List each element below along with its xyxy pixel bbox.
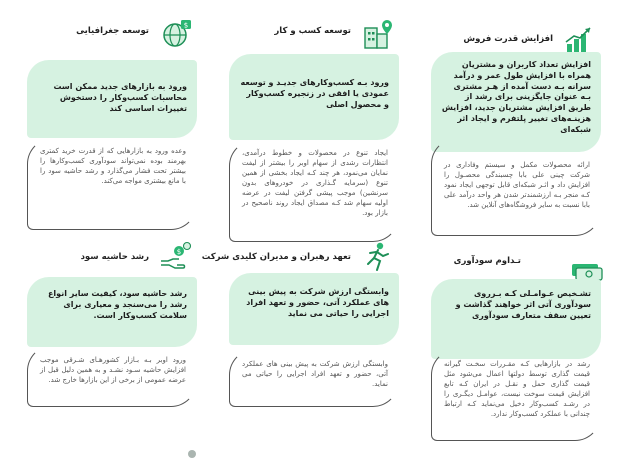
svg-text:$: $ [176, 248, 182, 256]
card-description: رشد در بازارهایی کـه مقـررات سخـت گیرانه قیمت گذاری توسط دولتها اعمال می‌شود مثل قیمت گذاری حمل و نقـل در ایران کـه تابع افزایش قیمت سوخت نیست، عوامـل دیگـری را در رشـد کسب‌وکار دخیل می‌نماید کـه ارتباط چندانی با عملکرد کسب‌وکار ندارد. [431, 349, 601, 441]
card-description: ایجاد تنوع در محصولات و خطوط درآمدی، انتظارات رشدی از سهام اوبر را بیشتر از لیفت نمایان می‌نمود، هر چند کـه ایجاد بخشی از همین تنوع (سرمایه گـذاری در خودروهای بدون سرنشین) موجب پیشی گرفتن لیفت در عرضه اولیه سهام شد کـه مصداق ایجاد روند ناصحیح در بازار بود. [229, 140, 399, 242]
card-highlight: تشـخیص عـوامـلی کـه بـرروی سودآوری آتی اثر خواهند گذاشت و تعیین سقف متعارف سودآوری [431, 279, 601, 359]
card-highlight: رشد حاشیه سود، کیفیت سایر انواع رشد را می‌سنجد و معیاری برای سلامت کسب‌وکار است. [27, 277, 197, 347]
card-title: تعهد رهبران و مدیران کلیدی شرکت [201, 252, 351, 262]
card-highlight: ورود بـه کسب‌وکارهای جدیـد و توسعه عمودی یا افقی در زنجیره کسب‌وکار و محصول اصلی [229, 54, 399, 140]
card-profit-continuity [426, 245, 601, 445]
hand-coins-icon [157, 241, 193, 273]
card-highlight: افزایش تعداد کاربران و مشتریان همراه با افزایش طول عمر و درآمد سرانه بـه دست آمده از هـر مشتری بـه عنوان جایگزینی برای رشد از طریق افزایش مشتریان جدید، افزایش هزینـه‌های تغییر پلتفرم و ایجاد اثر شبکه‌ای [431, 52, 601, 152]
card-title: تـداوم سودآوری [453, 256, 521, 266]
building-pin-icon [359, 18, 395, 50]
card-title: توسعه کسب و کار [274, 26, 351, 36]
card-leadership-commitment [201, 245, 399, 420]
card-highlight: ورود به بازارهای جدید ممکن است محاسبات کسب‌وکار را دستخوش تغییرات اساسی کند [27, 60, 197, 138]
card-description: ورود اوبر بـه بـازار کشورهـای شـرقی موجب افزایش حاشیه سـود نشـد و به همین دلیل قبل از عرضه عمومی از برخی از این بازارها خارج شد. [27, 345, 197, 407]
card-description: وعده ورود به بازارهایی که از قدرت خرید کمتری بهرمند بوده نمی‌تواند سودآوری کسب‌وکارها را بیشتر تحت فشار می‌گذارد و رشد حاشیه سود را با مانع بیشتری مواجه می‌کند. [27, 138, 197, 230]
svg-text:$: $ [183, 21, 189, 30]
card-title: توسعه جغرافیایی [76, 26, 149, 36]
card-business-development [224, 22, 399, 222]
card-description: وابستگی ارزش شرکت به پیش بینی های عملکرد آتی، حضور و تعهد افراد اجرایی را حیاتی می نماید. [229, 349, 399, 407]
card-highlight: وابستگی ارزش شرکت به پیش بینی های عملکرد آتی، حضور و تعهد افراد اجرایی را حیاتی می نماید [229, 273, 399, 345]
card-profit-margin-growth [22, 245, 197, 420]
decor-dot [188, 450, 196, 458]
globe-dollar-icon [157, 18, 193, 50]
runner-icon [359, 241, 395, 273]
card-title: افزایش قدرت فروش [463, 34, 553, 44]
card-title: رشد حاشیه سود [80, 252, 149, 262]
card-sales-power [426, 22, 601, 227]
card-geographic-expansion [22, 22, 197, 222]
card-description: ارائه محصولات مکمل و سیستم وفاداری در شرکت چینی علی بابا چسبندگی محصـول را افزایش داد و اثـر شبکه‌ای قابل توجهی ایجاد نمود کـه منجر بـه ارزشمندتر شدن هر واحد درآمد علی بابا نسبت به سایر فروشگاه‌های آنلاین شد. [431, 138, 601, 236]
